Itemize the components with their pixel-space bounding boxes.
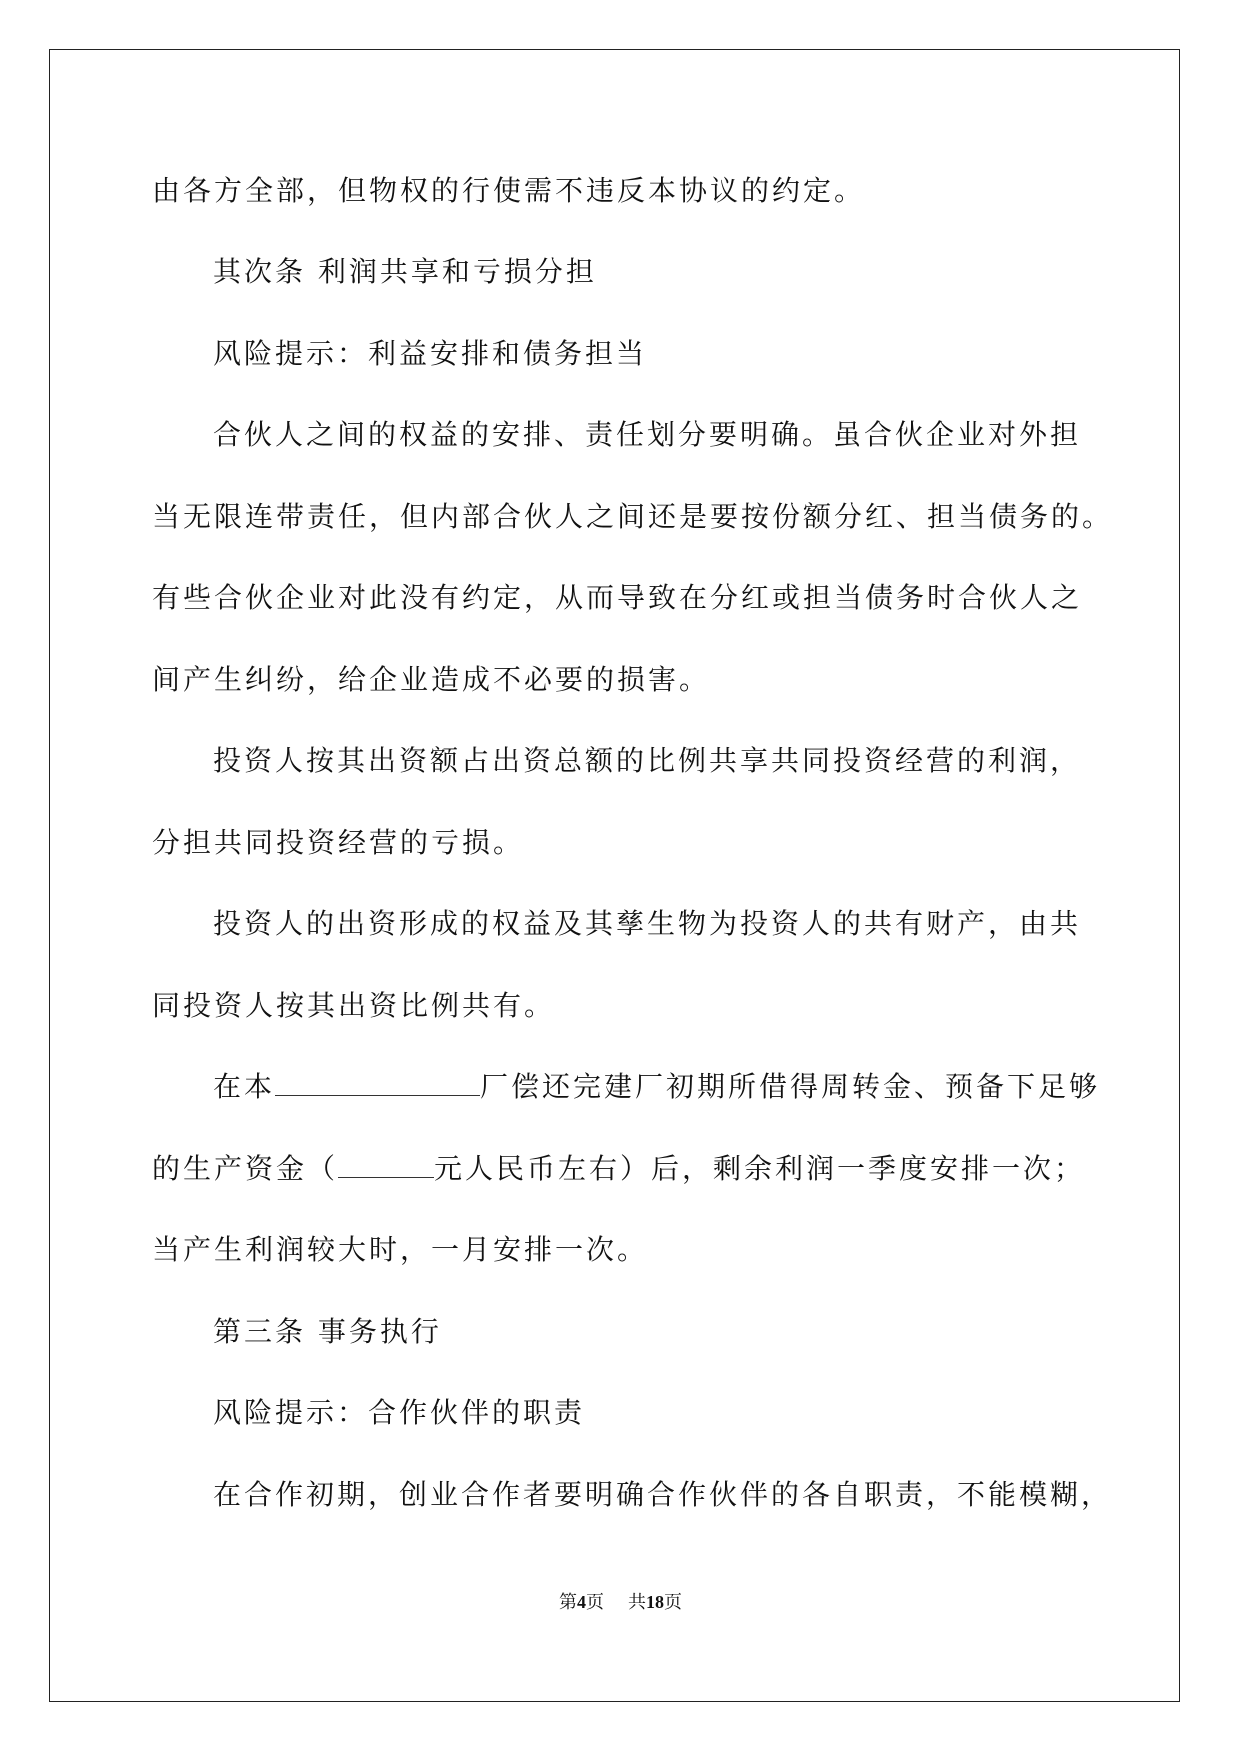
risk-note-3: 风险提示：合作伙伴的职责: [213, 1396, 586, 1429]
text-segment: 厂偿还完建厂初期所借得周转金、预备下足够: [480, 1070, 1101, 1103]
body-line-13: [152, 1151, 1085, 1187]
body-line-1: 由各方全部，但物权的行使需不违反本协议的约定。: [152, 174, 866, 207]
text-segment: 在本: [213, 1070, 276, 1103]
footer-prefix: 第: [559, 1592, 577, 1613]
section-heading-2: 其次条 利润共享和亏损分担: [213, 255, 597, 288]
body-line-5: 当无限连带责任，但内部合伙人之间还是要按份额分红、担当债务的。: [152, 500, 1114, 533]
page-footer: [0, 1590, 1241, 1615]
body-line-11: 同投资人按其出资比例共有。: [152, 989, 556, 1022]
body-line-14: 当产生利润较大时，一月安排一次。: [152, 1233, 649, 1266]
text-segment: 的生产资金（: [152, 1152, 339, 1185]
footer-total-prefix: 共: [628, 1592, 646, 1613]
text-segment: 元人民币左右）后，剩余利润一季度安排一次；: [434, 1152, 1086, 1185]
risk-note-2: 风险提示：利益安排和债务担当: [213, 337, 648, 370]
body-line-12: [213, 1069, 1100, 1105]
body-line-8: 投资人按其出资额占出资总额的比例共享共同投资经营的利润，: [213, 744, 1082, 777]
fill-in-blank: [338, 1155, 434, 1178]
body-line-4: 合伙人之间的权益的安排、责任划分要明确。虽合伙企业对外担: [213, 418, 1082, 451]
body-line-10: 投资人的出资形成的权益及其孳生物为投资人的共有财产，由共: [213, 907, 1082, 940]
body-line-6: 有些合伙企业对此没有约定，从而导致在分红或担当债务时合伙人之: [152, 581, 1083, 614]
page-border: [49, 49, 1180, 1702]
body-line-17: 在合作初期，创业合作者要明确合作伙伴的各自职责，不能模糊，: [213, 1478, 1113, 1511]
fill-in-blank: [275, 1073, 480, 1096]
body-line-7: 间产生纠纷，给企业造成不必要的损害。: [152, 663, 711, 696]
total-pages-number: 18: [646, 1592, 664, 1612]
body-line-9: 分担共同投资经营的亏损。: [152, 826, 525, 859]
footer-page-unit: 页: [586, 1592, 604, 1613]
section-heading-3: 第三条 事务执行: [213, 1315, 442, 1348]
current-page-number: 4: [577, 1592, 586, 1612]
footer-total-unit: 页: [664, 1592, 682, 1613]
